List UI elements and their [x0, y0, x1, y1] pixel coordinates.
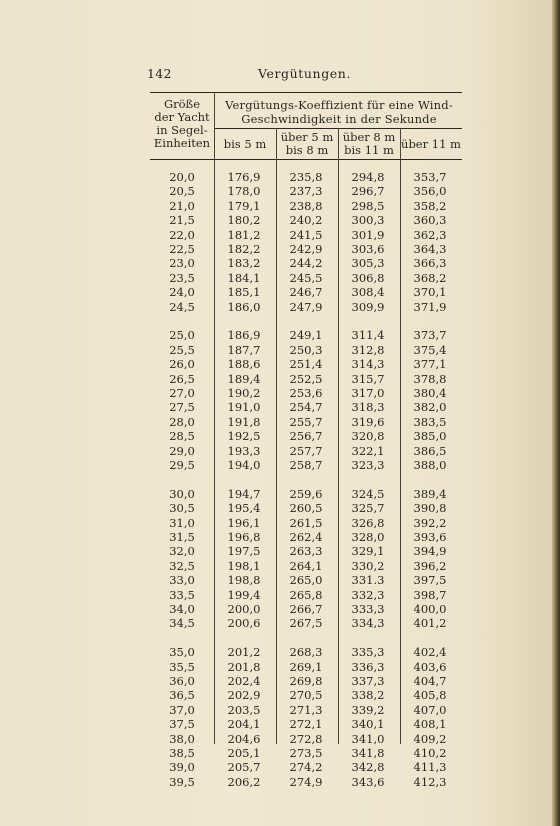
column-header-8-11m: über 8 m bis 11 m [342, 130, 396, 157]
row-group [150, 328, 462, 472]
size-cell: 31,0 [169, 515, 195, 530]
size-cell: 29,0 [169, 443, 195, 458]
coefficient-cell: 201,8 [227, 659, 261, 674]
coefficient-cell: 274,2 [289, 760, 323, 775]
coefficient-cell: 205,7 [227, 760, 261, 775]
coefficient-cell: 205,1 [227, 745, 261, 760]
size-cell: 22,5 [169, 241, 195, 256]
table-row [150, 444, 462, 458]
coefficient-cell: 390,8 [413, 501, 447, 516]
coefficient-cell: 196,8 [227, 529, 261, 544]
coefficient-cell: 333,3 [351, 601, 385, 616]
size-column-header: Größe der Yacht in Segel- Einheiten [153, 97, 211, 150]
column-header-5-8m: über 5 m bis 8 m [280, 130, 334, 157]
coefficient-cell: 341,0 [351, 731, 385, 746]
size-cell: 38,5 [169, 745, 195, 760]
coefficient-cell: 401,2 [413, 616, 447, 631]
size-cell: 28,5 [169, 429, 195, 444]
coefficient-cell: 336,3 [351, 659, 385, 674]
size-cell: 30,5 [169, 501, 195, 516]
coefficient-cell: 198,8 [227, 573, 261, 588]
coefficient-cell: 197,5 [227, 544, 261, 559]
table-row [150, 688, 462, 702]
coefficient-cell: 360,3 [413, 213, 447, 228]
coefficient-cell: 266,7 [289, 601, 323, 616]
coefficient-cell: 409,2 [413, 731, 447, 746]
coefficient-cell: 317,0 [351, 385, 385, 400]
coefficient-cell: 256,7 [289, 429, 323, 444]
coefficient-cell: 250,3 [289, 342, 323, 357]
table-row [150, 184, 462, 198]
coefficient-cell: 338,2 [351, 688, 385, 703]
coefficient-cell: 206,2 [227, 774, 261, 789]
size-cell: 24,0 [169, 285, 195, 300]
coefficient-cell: 334,3 [351, 616, 385, 631]
table-row [150, 415, 462, 429]
coefficient-cell: 400,0 [413, 601, 447, 616]
coefficient-cell: 195,4 [227, 501, 261, 516]
coefficient-cell: 404,7 [413, 674, 447, 688]
coefficient-cell: 368,2 [413, 270, 447, 285]
table-body [150, 170, 462, 804]
size-cell: 38,0 [169, 731, 195, 746]
coefficient-cell: 265,0 [289, 573, 323, 588]
table-row [150, 775, 462, 789]
table-row [150, 170, 462, 184]
table-row [150, 300, 462, 314]
coefficient-cell: 198,1 [227, 558, 261, 573]
coefficient-cell: 246,7 [289, 285, 323, 300]
size-cell: 22,0 [169, 227, 195, 242]
coefficient-cell: 202,9 [227, 688, 261, 703]
table-row [150, 660, 462, 674]
coefficient-cell: 312,8 [351, 342, 385, 357]
size-cell: 31,5 [169, 529, 195, 544]
size-cell: 32,0 [169, 544, 195, 559]
table-row [150, 199, 462, 213]
table-row [150, 400, 462, 414]
coefficient-cell: 265,8 [289, 587, 323, 602]
table-row [150, 357, 462, 371]
table-row [150, 372, 462, 386]
table-row [150, 328, 462, 342]
coefficient-cell: 403,6 [413, 659, 447, 674]
coefficient-cell: 180,2 [227, 213, 261, 228]
coefficient-cell: 268,3 [289, 645, 323, 660]
coefficient-cell: 377,1 [413, 357, 447, 372]
coefficient-cell: 267,5 [289, 616, 323, 631]
coefficient-cell: 335,3 [351, 645, 385, 660]
size-cell: 37,5 [169, 717, 195, 732]
size-cell: 25,0 [169, 328, 195, 343]
coefficient-cell: 257,7 [289, 443, 323, 458]
size-cell: 24,5 [169, 299, 195, 314]
column-header-ueber-11m: über 11 m [401, 137, 461, 151]
table-row [150, 487, 462, 501]
header-bottom-rule [150, 159, 462, 160]
coefficient-cell: 178,0 [227, 184, 261, 199]
coefficient-cell: 378,8 [413, 371, 447, 386]
column-header-bis-5m: bis 5 m [223, 137, 267, 151]
size-cell: 20,5 [169, 184, 195, 199]
page-number: 142 [147, 66, 172, 81]
coefficient-cell: 405,8 [413, 688, 447, 703]
coefficient-cell: 201,2 [227, 645, 261, 660]
size-cell: 33,5 [169, 587, 195, 602]
coefficient-cell: 194,0 [227, 457, 261, 472]
coefficient-cell: 301,9 [351, 227, 385, 242]
coefficient-cell: 199,4 [227, 587, 261, 602]
coefficient-cell: 389,4 [413, 486, 447, 501]
coefficient-cell: 255,7 [289, 414, 323, 429]
size-cell: 27,5 [169, 400, 195, 415]
size-cell: 26,5 [169, 371, 195, 386]
coefficient-cell: 300,3 [351, 213, 385, 228]
table-row [150, 285, 462, 299]
coefficient-cell: 298,5 [351, 198, 385, 213]
coefficient-cell: 262,4 [289, 529, 323, 544]
coefficient-cell: 337,3 [351, 674, 385, 688]
coefficient-cell: 322,1 [351, 443, 385, 458]
coefficient-cell: 371,9 [413, 299, 447, 314]
coefficient-cell: 324,5 [351, 486, 385, 501]
size-cell: 21,0 [169, 198, 195, 213]
coefficient-cell: 396,2 [413, 558, 447, 573]
row-group [150, 170, 462, 314]
coefficient-cell: 245,5 [289, 270, 323, 285]
coefficient-cell: 251,4 [289, 357, 323, 372]
coefficient-cell: 329,1 [351, 544, 385, 559]
coefficient-cell: 184,1 [227, 270, 261, 285]
table-row [150, 674, 462, 688]
size-cell: 33,0 [169, 573, 195, 588]
table-row [150, 213, 462, 227]
coefficient-cell: 330,2 [351, 558, 385, 573]
coefficient-cell: 318,3 [351, 400, 385, 415]
row-group [150, 487, 462, 631]
table-row [150, 242, 462, 256]
coefficient-cell: 237,3 [289, 184, 323, 199]
table-row [150, 717, 462, 731]
coefficient-cell: 394,9 [413, 544, 447, 559]
table-row [150, 602, 462, 616]
coefficient-cell: 411,3 [413, 760, 447, 775]
coefficient-cell: 331.3 [351, 573, 385, 588]
coefficient-cell: 397,5 [413, 573, 447, 588]
coefficient-header: Vergütungs-Koeffizient für eine Wind- Geschwindigkeit in der Sekunde [225, 98, 453, 126]
book-spine-edge [552, 0, 560, 826]
coefficient-cell: 392,2 [413, 515, 447, 530]
coefficient-cell: 247,9 [289, 299, 323, 314]
coefficient-cell: 303,6 [351, 241, 385, 256]
size-cell: 34,0 [169, 601, 195, 616]
coefficient-cell: 353,7 [413, 170, 447, 184]
table-row [150, 573, 462, 587]
coefficient-cell: 382,0 [413, 400, 447, 415]
table-row [150, 559, 462, 573]
size-cell: 26,0 [169, 357, 195, 372]
coefficient-cell: 185,1 [227, 285, 261, 300]
coefficient-cell: 309,9 [351, 299, 385, 314]
table-row [150, 588, 462, 602]
table-row [150, 544, 462, 558]
coefficient-cell: 362,3 [413, 227, 447, 242]
coefficient-cell: 183,2 [227, 256, 261, 271]
coefficient-cell: 196,1 [227, 515, 261, 530]
table-row [150, 429, 462, 443]
coefficient-cell: 253,6 [289, 385, 323, 400]
size-cell: 25,5 [169, 342, 195, 357]
size-cell: 35,0 [169, 645, 195, 660]
coefficient-cell: 191,8 [227, 414, 261, 429]
table-row [150, 343, 462, 357]
coefficient-cell: 356,0 [413, 184, 447, 199]
coefficient-cell: 241,5 [289, 227, 323, 242]
row-group [150, 645, 462, 789]
coefficient-cell: 238,8 [289, 198, 323, 213]
size-cell: 28,0 [169, 414, 195, 429]
coefficient-cell: 203,5 [227, 702, 261, 717]
coefficient-cell: 193,3 [227, 443, 261, 458]
coefficient-cell: 192,5 [227, 429, 261, 444]
coefficient-cell: 204,1 [227, 717, 261, 732]
size-cell: 36,0 [169, 674, 195, 688]
coefficient-cell: 258,7 [289, 457, 323, 472]
table-row [150, 501, 462, 515]
coefficient-cell: 270,5 [289, 688, 323, 703]
coefficient-cell: 383,5 [413, 414, 447, 429]
size-cell: 21,5 [169, 213, 195, 228]
coefficient-cell: 260,5 [289, 501, 323, 516]
coefficient-cell: 182,2 [227, 241, 261, 256]
size-cell: 39,0 [169, 760, 195, 775]
coefficient-cell: 366,3 [413, 256, 447, 271]
coefficient-cell: 186,0 [227, 299, 261, 314]
coefficient-cell: 187,7 [227, 342, 261, 357]
coefficient-cell: 269,1 [289, 659, 323, 674]
coefficient-cell: 194,7 [227, 486, 261, 501]
coefficient-cell: 342,8 [351, 760, 385, 775]
coefficient-cell: 402,4 [413, 645, 447, 660]
running-title: Vergütungen. [257, 66, 352, 81]
coefficient-cell: 340,1 [351, 717, 385, 732]
coefficient-cell: 272,1 [289, 717, 323, 732]
coefficient-cell: 254,7 [289, 400, 323, 415]
coefficient-cell: 328,0 [351, 529, 385, 544]
coefficient-cell: 179,1 [227, 198, 261, 213]
coefficient-cell: 380,4 [413, 385, 447, 400]
coefficient-cell: 296,7 [351, 184, 385, 199]
table-row [150, 616, 462, 630]
coefficient-cell: 190,2 [227, 385, 261, 400]
coefficient-cell: 189,4 [227, 371, 261, 386]
coefficient-cell: 319,6 [351, 414, 385, 429]
table-row [150, 760, 462, 774]
coefficient-cell: 370,1 [413, 285, 447, 300]
coefficient-cell: 320,8 [351, 429, 385, 444]
coefficient-cell: 314,3 [351, 357, 385, 372]
coefficient-cell: 272,8 [289, 731, 323, 746]
coefficient-cell: 273,5 [289, 745, 323, 760]
table-row [150, 703, 462, 717]
coefficient-cell: 358,2 [413, 198, 447, 213]
table-row [150, 746, 462, 760]
coefficient-cell: 410,2 [413, 745, 447, 760]
size-cell: 34,5 [169, 616, 195, 631]
size-cell: 32,5 [169, 558, 195, 573]
coefficient-cell: 235,8 [289, 170, 323, 184]
coefficient-cell: 249,1 [289, 328, 323, 343]
coefficient-cell: 271,3 [289, 702, 323, 717]
coefficient-cell: 326,8 [351, 515, 385, 530]
coefficient-cell: 202,4 [227, 674, 261, 688]
coefficient-cell: 315,7 [351, 371, 385, 386]
coefficient-cell: 373,7 [413, 328, 447, 343]
coefficient-cell: 343,6 [351, 774, 385, 789]
coefficient-cell: 408,1 [413, 717, 447, 732]
coefficient-cell: 191,0 [227, 400, 261, 415]
size-cell: 39,5 [169, 774, 195, 789]
size-cell: 20,0 [169, 170, 195, 184]
coefficient-cell: 308,4 [351, 285, 385, 300]
coefficient-cell: 388,0 [413, 457, 447, 472]
coefficient-cell: 398,7 [413, 587, 447, 602]
table-row [150, 271, 462, 285]
size-cell: 23,0 [169, 256, 195, 271]
coefficient-cell: 323,3 [351, 457, 385, 472]
coefficient-cell: 339,2 [351, 702, 385, 717]
coefficient-cell: 242,9 [289, 241, 323, 256]
coefficient-cell: 341,8 [351, 745, 385, 760]
coefficient-cell: 393,6 [413, 529, 447, 544]
coefficient-cell: 306,8 [351, 270, 385, 285]
size-cell: 29,5 [169, 457, 195, 472]
coefficient-cell: 311,4 [351, 328, 385, 343]
size-cell: 23,5 [169, 270, 195, 285]
size-cell: 30,0 [169, 486, 195, 501]
coefficient-cell: 385,0 [413, 429, 447, 444]
coefficient-cell: 240,2 [289, 213, 323, 228]
table-row [150, 256, 462, 270]
coefficient-cell: 364,3 [413, 241, 447, 256]
table-row [150, 732, 462, 746]
coefficient-cell: 332,3 [351, 587, 385, 602]
coefficient-cell: 186,9 [227, 328, 261, 343]
coefficient-cell: 188,6 [227, 357, 261, 372]
coefficient-cell: 204,6 [227, 731, 261, 746]
coefficient-cell: 412,3 [413, 774, 447, 789]
coefficient-cell: 261,5 [289, 515, 323, 530]
size-cell: 35,5 [169, 659, 195, 674]
table-row [150, 530, 462, 544]
table-row [150, 386, 462, 400]
coefficient-cell: 264,1 [289, 558, 323, 573]
table-row [150, 228, 462, 242]
coefficient-cell: 274,9 [289, 774, 323, 789]
coefficient-cell: 263,3 [289, 544, 323, 559]
coefficient-cell: 375,4 [413, 342, 447, 357]
coefficient-cell: 386,5 [413, 443, 447, 458]
coefficient-cell: 176,9 [227, 170, 261, 184]
coefficient-cell: 200,6 [227, 616, 261, 631]
table-row [150, 516, 462, 530]
coefficient-cell: 244,2 [289, 256, 323, 271]
table-top-rule [150, 92, 462, 93]
coefficient-cell: 294,8 [351, 170, 385, 184]
coefficient-cell: 269,8 [289, 674, 323, 688]
table-row [150, 645, 462, 659]
coefficient-cell: 252,5 [289, 371, 323, 386]
coefficient-cell: 407,0 [413, 702, 447, 717]
coefficient-cell: 259,6 [289, 486, 323, 501]
table-row [150, 458, 462, 472]
coefficient-cell: 325,7 [351, 501, 385, 516]
coefficient-cell: 200,0 [227, 601, 261, 616]
size-cell: 37,0 [169, 702, 195, 717]
coefficient-cell: 305,3 [351, 256, 385, 271]
size-cell: 27,0 [169, 385, 195, 400]
coefficient-cell: 181,2 [227, 227, 261, 242]
size-cell: 36,5 [169, 688, 195, 703]
